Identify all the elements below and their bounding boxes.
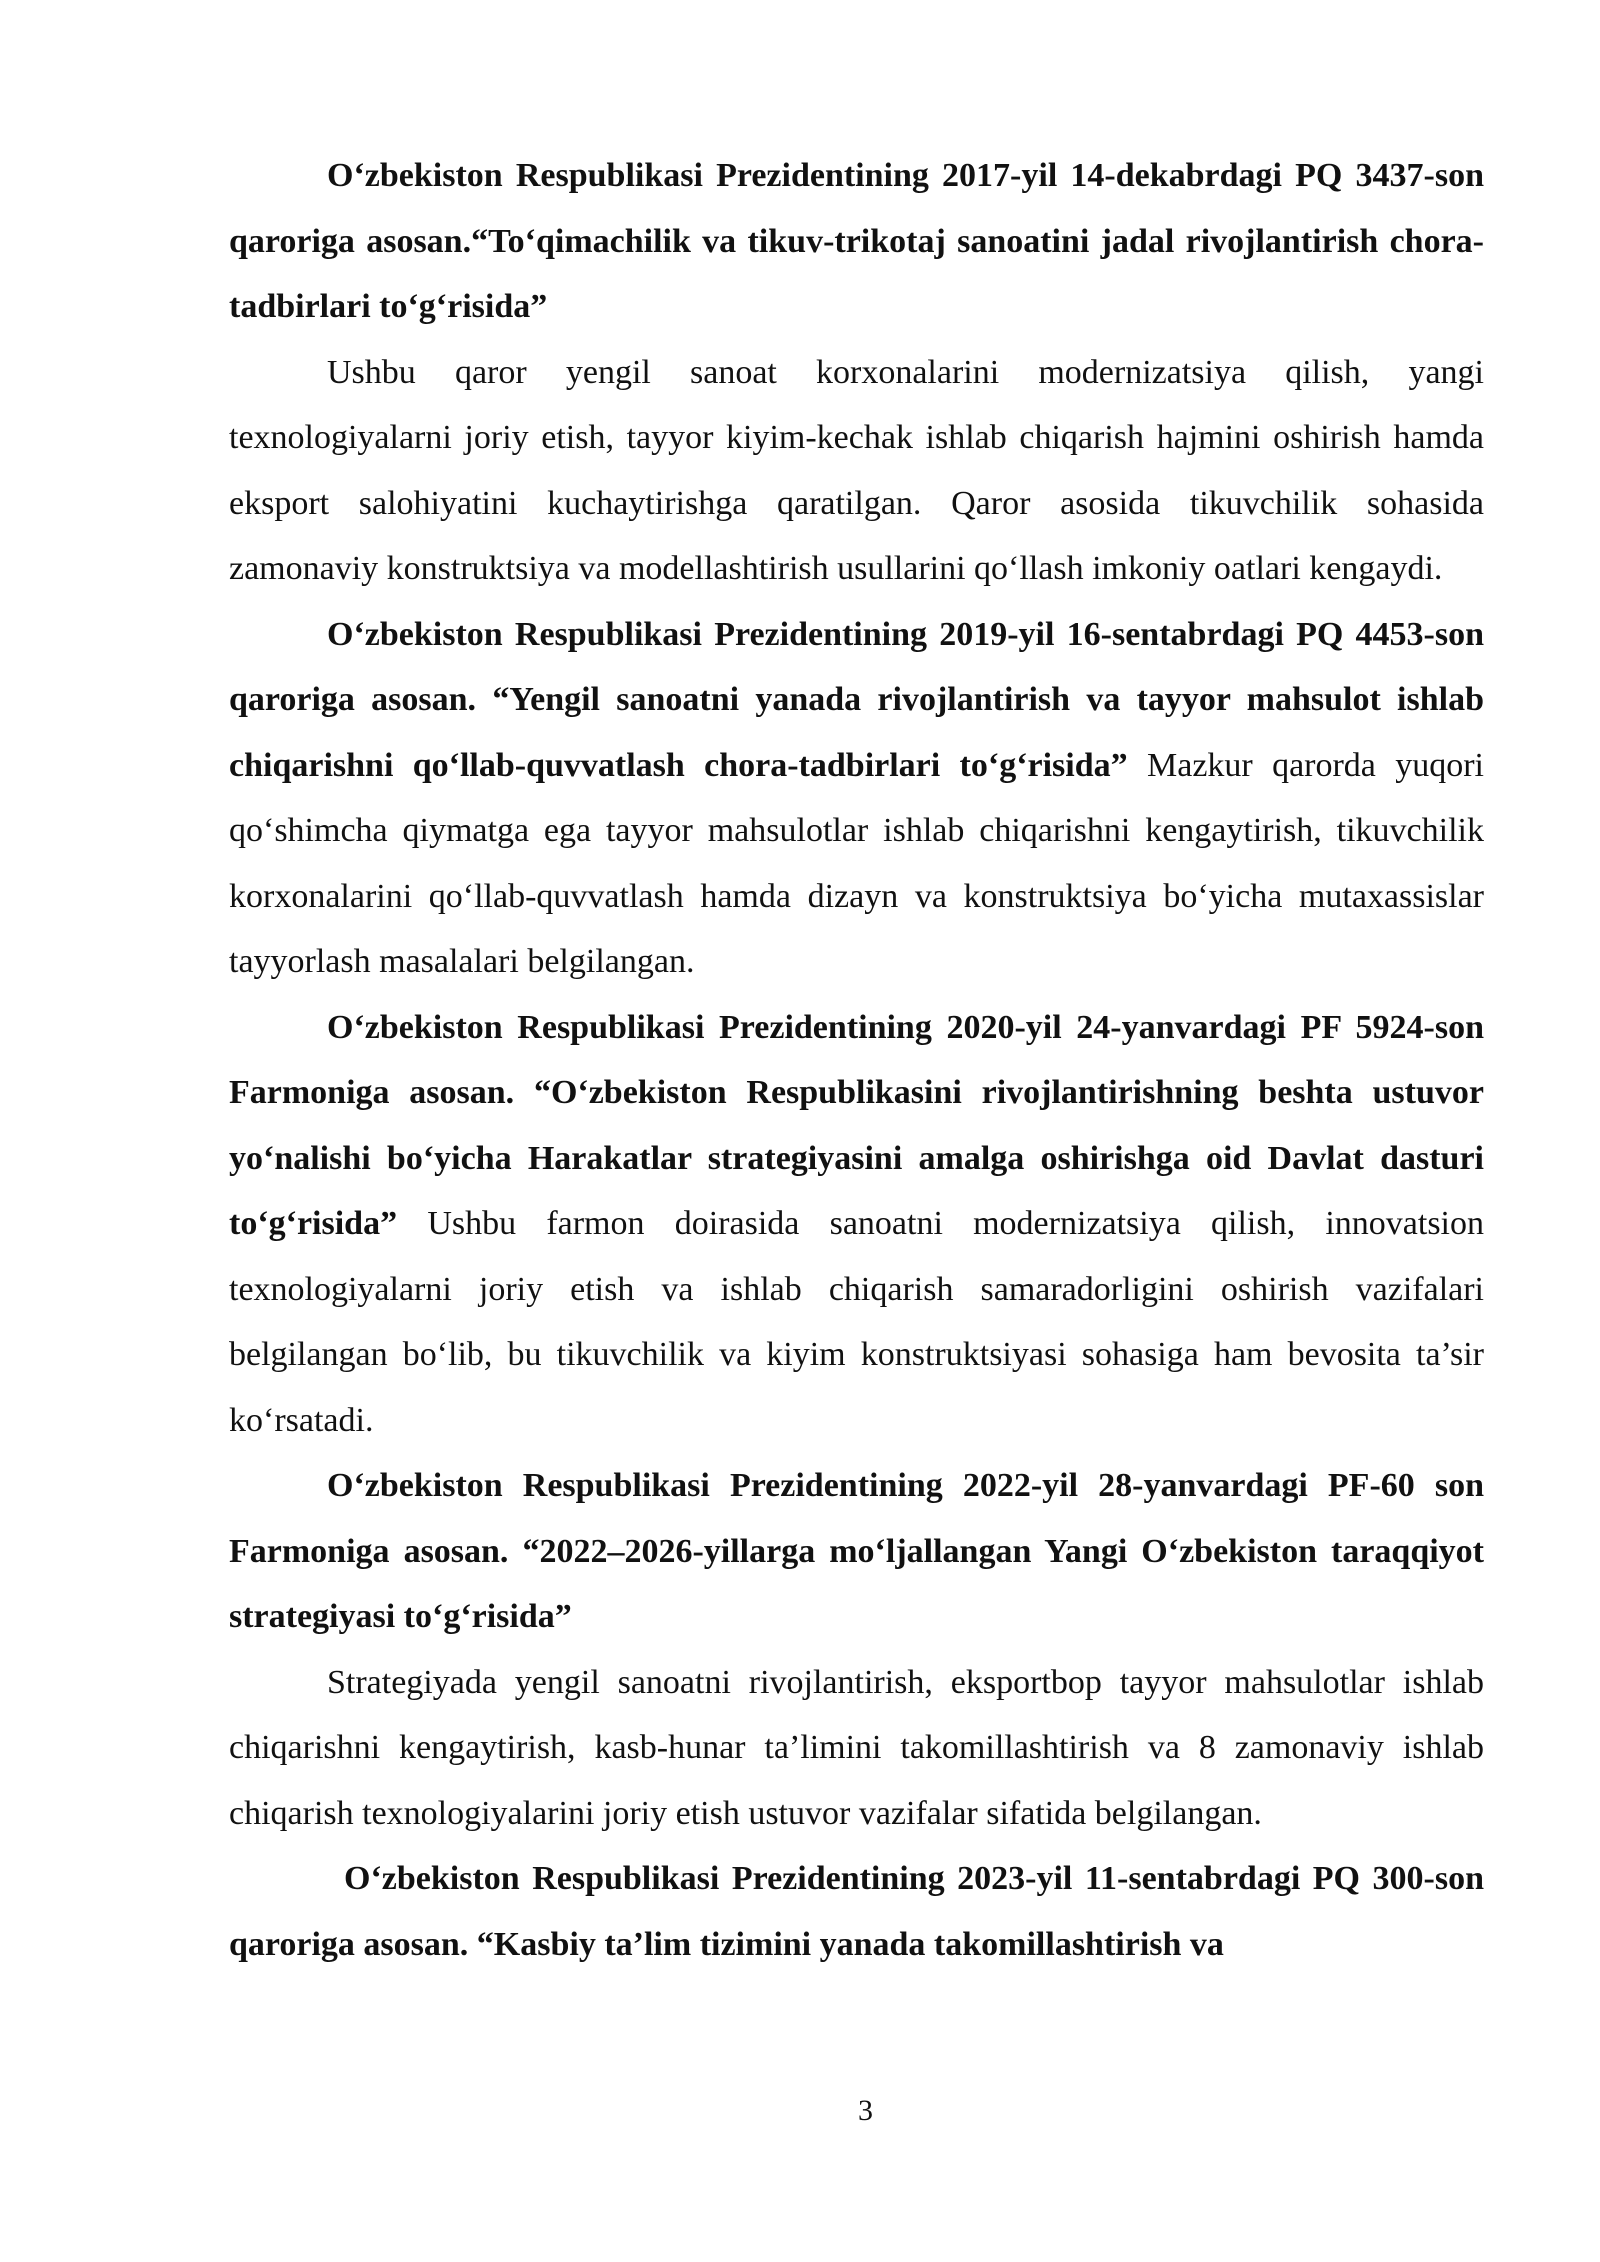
decree-text-2020: Ushbu farmon doirasida sanoatni modernizatsiya qilish, innovatsion texnologiyalarni joriy etish va ishlab chiqarish samaradorligini oshirish vazifalari belgilangan bo‘lib, bu tikuvchilik va kiyim konstruktsiyasi sohasiga ham bevosita ta’sir ko‘rsatadi. <box>229 1205 1484 1439</box>
paragraph-decree-2020 <box>229 995 1484 1454</box>
decree-heading-2017: O‘zbekiston Respublikasi Prezidentining 2017-yil 14-dekabrdagi PQ 3437-son qaroriga asosan.“To‘qimachilik va tikuv-trikotaj sanoatini jadal rivojlantirish chora-tadbirlari to‘g‘risida” <box>229 157 1484 325</box>
paragraph-decree-2017-summary <box>229 340 1484 602</box>
decree-text-2017-summary: Ushbu qaror yengil sanoat korxonalarini modernizatsiya qilish, yangi texnologiyalarni joriy etish, tayyor kiyim-kechak ishlab chiqarish hajmini oshirish hamda eksport salohiyatini kuchaytirishga qaratilgan. Qaror asosida tikuvchilik sohasida zamonaviy konstruktsiya va modellashtirish usullarini qo‘llash imkoniy oatlari kengaydi. <box>229 353 1484 587</box>
decree-heading-2019: O‘zbekiston Respublikasi Prezidentining 2019-yil 16-sentabrdagi PQ 4453-son qaroriga asosan. “Yengil sanoatni yanada rivojlantirish va tayyor mahsulot ishlab chiqarishni qo‘llab-quvvatlash chora-tadbirlari to‘g‘risida” <box>229 615 1484 784</box>
paragraph-decree-2023 <box>229 1846 1484 1977</box>
decree-heading-2020: O‘zbekiston Respublikasi Prezidentining 2020-yil 24-yanvardagi PF 5924-son Farmoniga asosan. “O‘zbekiston Respublikasini rivojlantirishning beshta ustuvor yo‘nalishi bo‘yicha Harakatlar strategiyasini amalga oshirishga oid Davlat dasturi to‘g‘risida” <box>229 1008 1484 1242</box>
paragraph-decree-2022 <box>229 1453 1484 1650</box>
decree-text-2022-summary: Strategiyada yengil sanoatni rivojlantirish, eksportbop tayyor mahsulotlar ishlab chiqarishni kengaytirish, kasb-hunar ta’limini takomillashtirish va 8 zamonaviy ishlab chiqarish texnologiyalarini joriy etish ustuvor vazifalar sifatida belgilangan. <box>229 1663 1484 1832</box>
paragraph-decree-2019 <box>229 602 1484 995</box>
paragraph-decree-2022-summary <box>229 1650 1484 1847</box>
document-body <box>229 143 1484 1977</box>
paragraph-decree-2017 <box>229 143 1484 340</box>
page-number: 3 <box>858 2094 873 2127</box>
decree-heading-2023: O‘zbekiston Respublikasi Prezidentining 2023-yil 11-sentabrdagi PQ 300-son qaroriga asosan. “Kasbiy ta’lim tizimini yanada takomillashtirish va <box>229 1860 1484 1963</box>
decree-heading-2022: O‘zbekiston Respublikasi Prezidentining 2022-yil 28-yanvardagi PF-60 son Farmoniga asosan. “2022–2026-yillarga mo‘ljallangan Yangi O‘zbekiston taraqqiyot strategiyasi to‘g‘risida” <box>229 1467 1484 1635</box>
decree-text-2019: Mazkur qarorda yuqori qo‘shimcha qiymatga ega tayyor mahsulotlar ishlab chiqarishni kengaytirish, tikuvchilik korxonalarini qo‘llab-quvvatlash hamda dizayn va konstruktsiya bo‘yicha mutaxassislar tayyorlash masalalari belgilangan. <box>229 746 1484 980</box>
